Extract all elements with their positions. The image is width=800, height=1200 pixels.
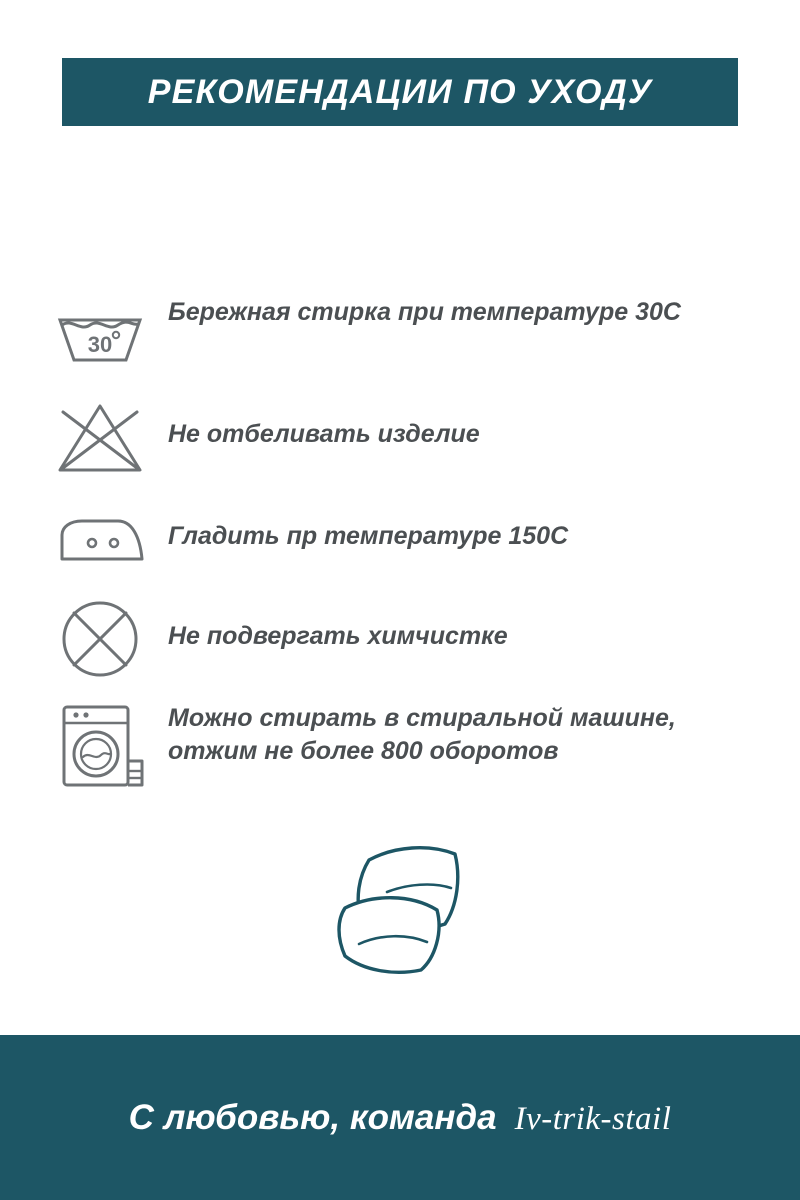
page-title: РЕКОМЕНДАЦИИ ПО УХОДУ [147, 72, 653, 111]
footer-message: С любовью, команда [128, 1097, 497, 1137]
care-item-label: Не отбеливать изделие [168, 420, 480, 448]
svg-text:30: 30 [87, 332, 113, 357]
care-item [40, 696, 760, 800]
care-item [40, 498, 760, 582]
care-item [40, 292, 760, 378]
header-banner [62, 58, 738, 126]
care-item-label: Не подвергать химчистке [168, 622, 508, 650]
iron-150-degrees-icon [40, 498, 160, 582]
wash-30-degrees-icon [40, 292, 160, 378]
care-item [40, 392, 760, 484]
footer-content [129, 1098, 672, 1138]
washing-machine-icon [40, 696, 160, 800]
pillows-icon [325, 832, 485, 982]
care-item-label: Бережная стирка при температуре 30С [168, 298, 681, 326]
do-not-bleach-icon [40, 392, 160, 484]
footer-banner [0, 1035, 800, 1200]
care-item-label: Гладить пр температуре 150С [168, 522, 569, 550]
care-item-label: Можно стирать в стиральной машине, отжим не более 800 оборотов [168, 704, 676, 765]
do-not-dry-clean-icon [40, 596, 160, 682]
brand-name: Iv-trik-stail [514, 1100, 672, 1137]
care-item [40, 596, 760, 682]
care-instructions-list [40, 292, 760, 814]
